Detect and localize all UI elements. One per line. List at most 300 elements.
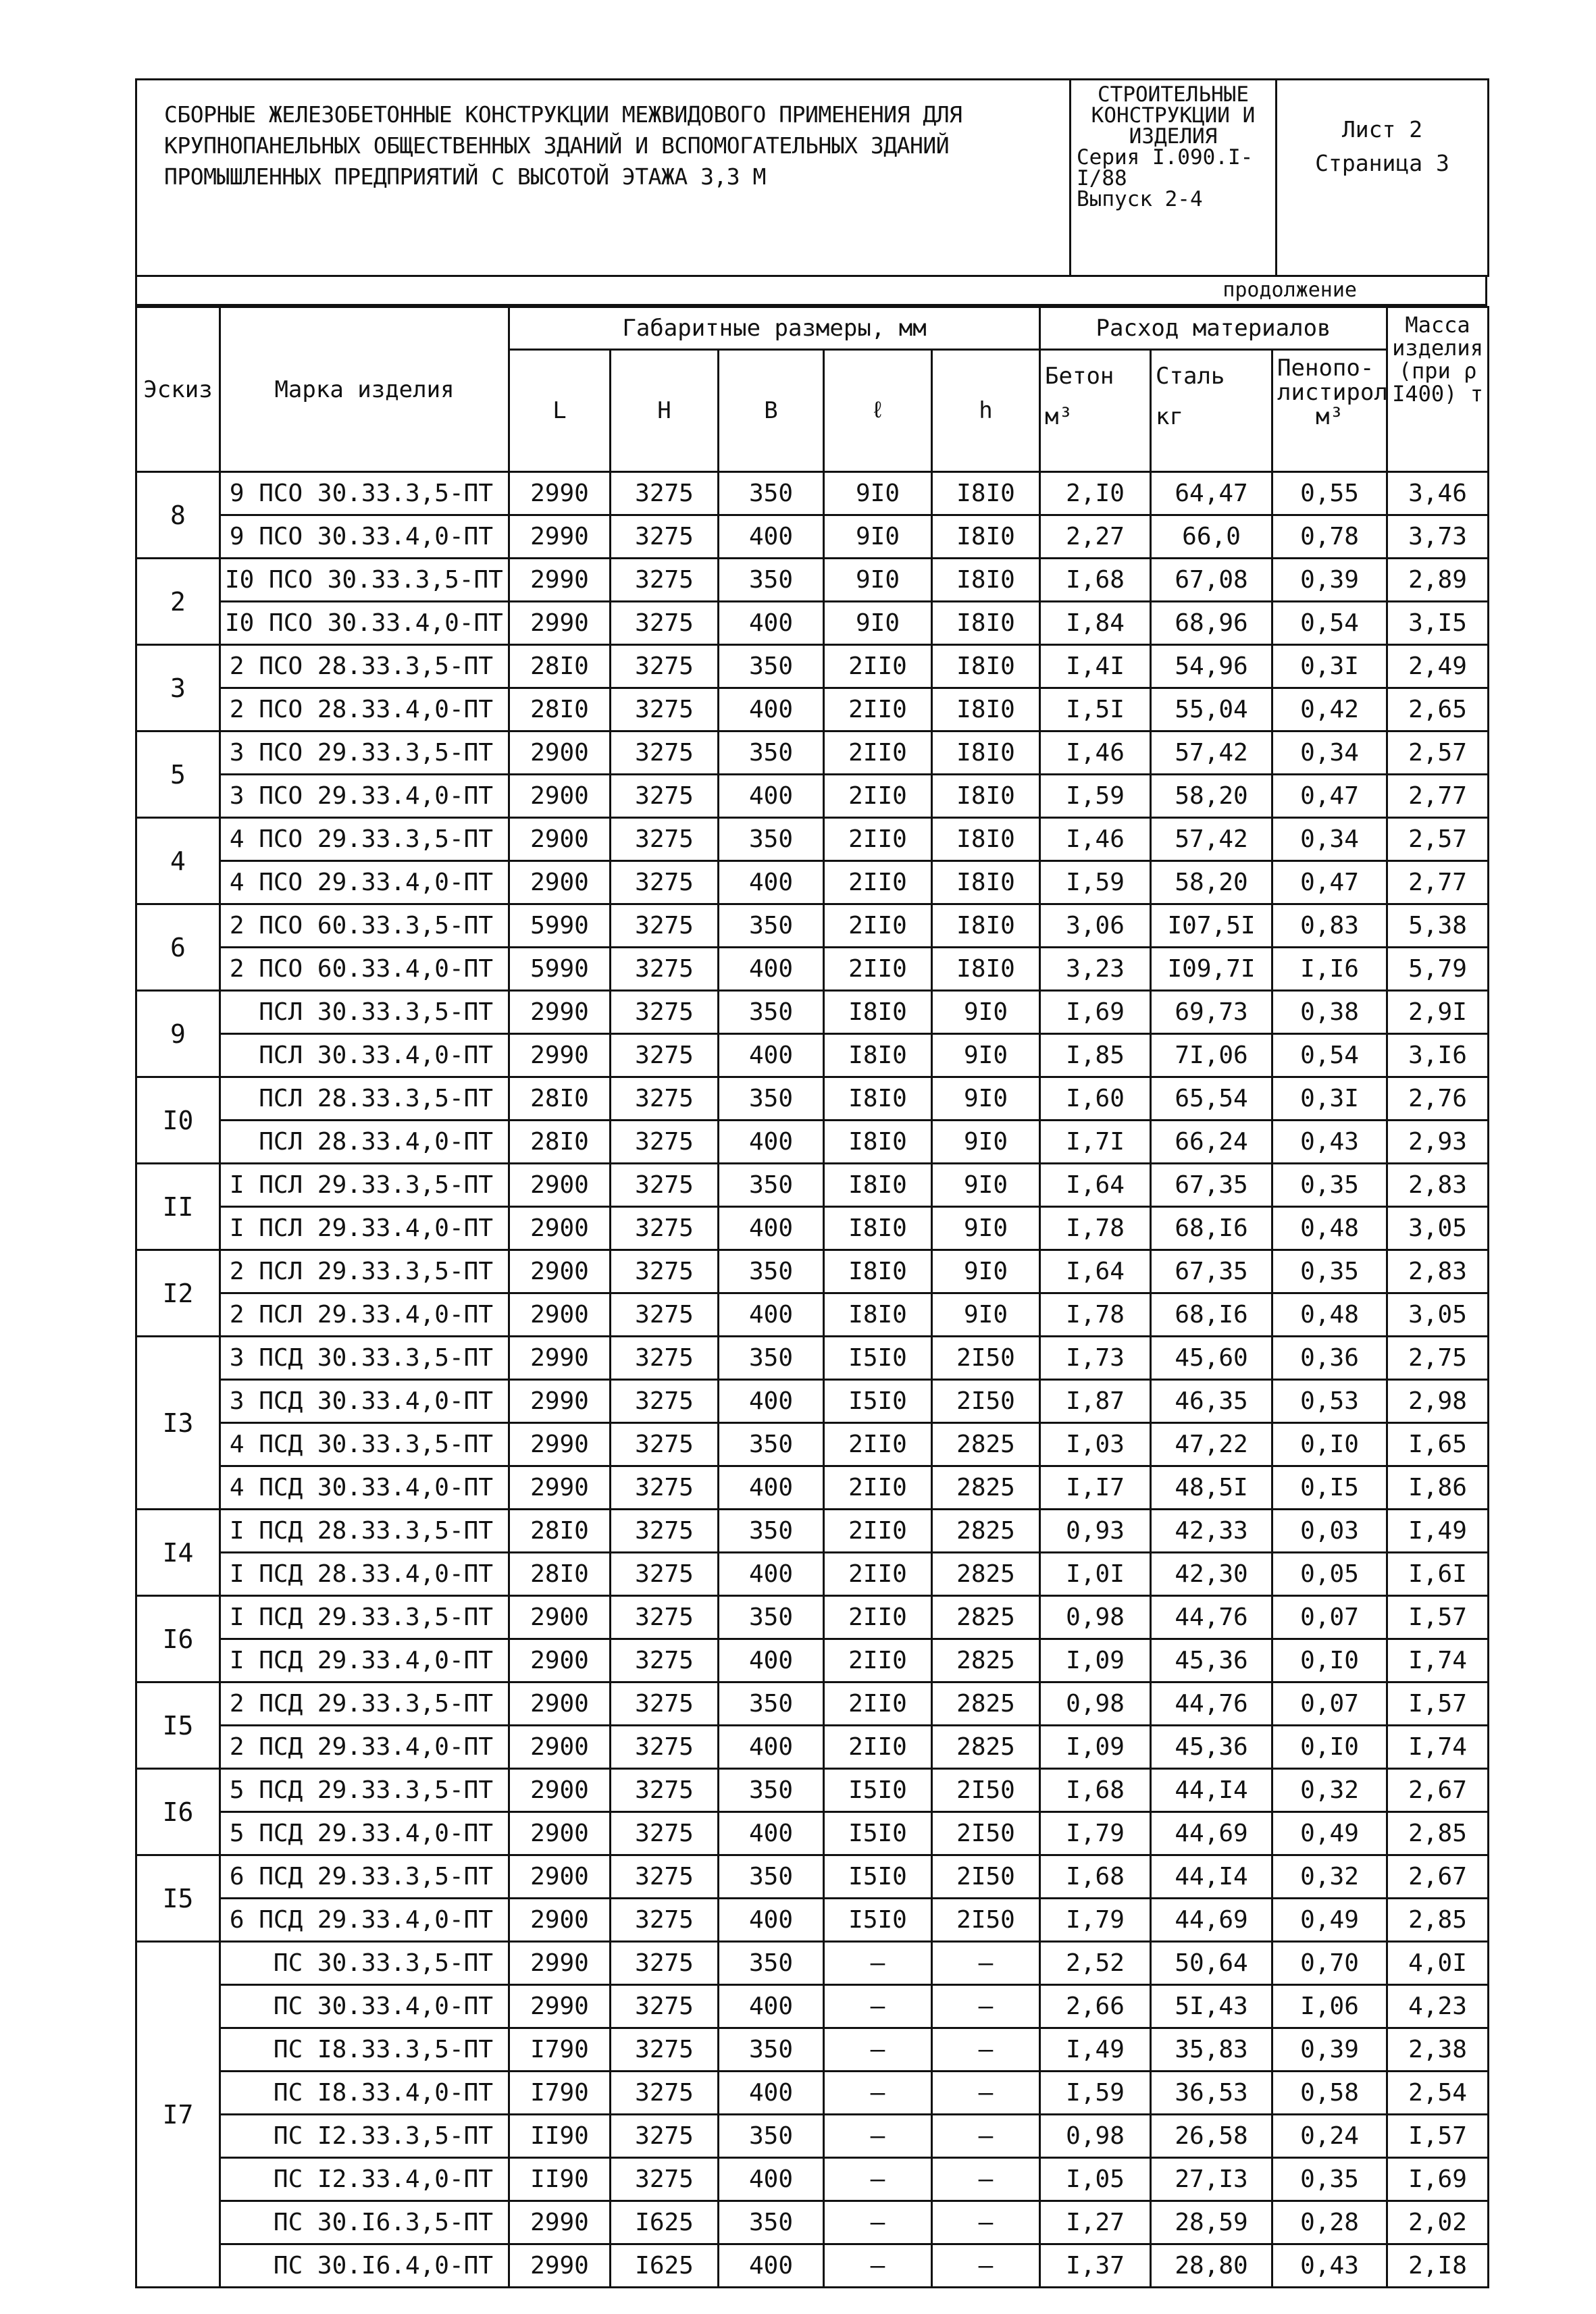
cell-mark: ПСЛ 28.33.3,5-ПТ [220,1077,509,1121]
cell-thickness-B: 350 [719,1596,824,1639]
cell-dim-l: – [824,2115,932,2158]
cell-concrete: I,79 [1040,1899,1151,1942]
page-number: Страница 3 [1315,150,1449,176]
cell-mass: 4,0I [1387,1942,1489,1985]
cell-foam: 0,49 [1272,1899,1387,1942]
sketch-number: 5 [136,731,220,818]
cell-dim-l: I5I0 [824,1855,932,1899]
cell-mark: 2 ПСД 29.33.3,5-ПТ [220,1682,509,1726]
cell-mass: 2,85 [1387,1812,1489,1855]
cell-concrete: 3,23 [1040,948,1151,991]
cell-mass: 2,67 [1387,1769,1489,1812]
cell-dim-h: I8I0 [932,559,1040,602]
cell-concrete: I,68 [1040,1769,1151,1812]
sketch-number: I7 [136,1942,220,2288]
sketch-number: I6 [136,1769,220,1855]
cell-steel: 47,22 [1151,1423,1272,1466]
cell-steel: 46,35 [1151,1380,1272,1423]
cell-mark: 9 ПСО 30.33.4,0-ПТ [220,515,509,559]
cell-dim-l: 2II0 [824,1553,932,1596]
steel-unit: кг [1156,403,1183,430]
cell-mass: 2,54 [1387,2072,1489,2115]
header-sketch: Эскиз [136,307,220,472]
cell-mass: 2,67 [1387,1855,1489,1899]
cell-length-L: 2990 [509,515,611,559]
table-row [136,1899,1489,1942]
sheet-number: Лист 2 [1341,116,1423,143]
table-row [136,948,1489,991]
cell-length-L: 2900 [509,1769,611,1812]
table-row [136,688,1489,731]
cell-steel: I07,5I [1151,904,1272,948]
cell-foam: 0,83 [1272,904,1387,948]
cell-foam: 0,35 [1272,1250,1387,1293]
cell-dim-l: I8I0 [824,991,932,1034]
cell-steel: 67,35 [1151,1164,1272,1207]
cell-mark: ПС 30.I6.3,5-ПТ [220,2201,509,2244]
cell-dim-h: 2I50 [932,1337,1040,1380]
cell-steel: 45,60 [1151,1337,1272,1380]
cell-foam: 0,32 [1272,1855,1387,1899]
cell-height-H: 3275 [611,2072,719,2115]
cell-foam: 0,54 [1272,1034,1387,1077]
cell-foam: 0,38 [1272,991,1387,1034]
cell-dim-l: 2II0 [824,1682,932,1726]
cell-height-H: 3275 [611,948,719,991]
cell-dim-l: 2II0 [824,645,932,688]
table-row [136,775,1489,818]
cell-thickness-B: 400 [719,861,824,904]
cell-steel: 69,73 [1151,991,1272,1034]
cell-thickness-B: 350 [719,2201,824,2244]
cell-mass: 3,I5 [1387,602,1489,645]
table-row [136,1985,1489,2028]
cell-mark: 2 ПСО 60.33.3,5-ПТ [220,904,509,948]
header-materials: Расход материалов [1040,307,1387,350]
title-line: КРУПНОПАНЕЛЬНЫХ ОБЩЕСТВЕННЫХ ЗДАНИЙ И ВСПОМОГАТЕЛЬНЫХ ЗДАНИЙ [164,132,950,159]
cell-height-H: 3275 [611,731,719,775]
cell-dim-h: 9I0 [932,1164,1040,1207]
table-row [136,1682,1489,1726]
cell-dim-l: I8I0 [824,1077,932,1121]
cell-foam: 0,47 [1272,861,1387,904]
cell-mass: 2,89 [1387,559,1489,602]
cell-foam: 0,43 [1272,2244,1387,2288]
cell-concrete: I,46 [1040,818,1151,861]
cell-mass: 2,57 [1387,818,1489,861]
cell-mark: I ПСЛ 29.33.4,0-ПТ [220,1207,509,1250]
cell-mark: 4 ПСД 30.33.3,5-ПТ [220,1423,509,1466]
cell-mark: 3 ПСД 30.33.4,0-ПТ [220,1380,509,1423]
cell-thickness-B: 350 [719,2115,824,2158]
cell-height-H: 3275 [611,2115,719,2158]
cell-thickness-B: 400 [719,515,824,559]
cell-steel: 58,20 [1151,775,1272,818]
cell-steel: 36,53 [1151,2072,1272,2115]
cell-mass: I,57 [1387,2115,1489,2158]
cell-dim-h: I8I0 [932,472,1040,515]
cell-steel: 55,04 [1151,688,1272,731]
cell-concrete: I,05 [1040,2158,1151,2201]
cell-concrete: 3,06 [1040,904,1151,948]
cell-concrete: I,09 [1040,1726,1151,1769]
cell-foam: 0,07 [1272,1596,1387,1639]
cell-length-L: I790 [509,2072,611,2115]
sketch-number: I5 [136,1682,220,1769]
cell-height-H: I625 [611,2201,719,2244]
cell-mass: I,74 [1387,1639,1489,1682]
cell-foam: 0,I5 [1272,1466,1387,1510]
table-row [136,904,1489,948]
cell-foam: 0,53 [1272,1380,1387,1423]
cell-mass: 3,I6 [1387,1034,1489,1077]
table-row [136,1034,1489,1077]
document-page [135,78,1487,2288]
cell-length-L: 2990 [509,559,611,602]
cell-mass: 3,46 [1387,472,1489,515]
cell-height-H: 3275 [611,645,719,688]
cell-concrete: I,03 [1040,1423,1151,1466]
header-dimensions: Габаритные размеры, мм [509,307,1040,350]
cell-thickness-B: 400 [719,775,824,818]
cell-thickness-B: 400 [719,688,824,731]
cell-mark: 4 ПСО 29.33.3,5-ПТ [220,818,509,861]
table-row [136,1121,1489,1164]
title-line: ПРОМЫШЛЕННЫХ ПРЕДПРИЯТИЙ С ВЫСОТОЙ ЭТАЖА 3,3 М [164,163,766,190]
concrete-label: Бетон [1045,363,1114,390]
cell-concrete: I,09 [1040,1639,1151,1682]
cell-length-L: 2900 [509,1726,611,1769]
cell-thickness-B: 350 [719,1682,824,1726]
cell-length-L: 28I0 [509,1553,611,1596]
table-row [136,1726,1489,1769]
cell-mass: 2,75 [1387,1337,1489,1380]
cell-mark: 2 ПСО 60.33.4,0-ПТ [220,948,509,991]
cell-length-L: 2900 [509,731,611,775]
cell-foam: 0,58 [1272,2072,1387,2115]
cell-thickness-B: 350 [719,1942,824,1985]
cell-dim-l: I5I0 [824,1380,932,1423]
cell-thickness-B: 400 [719,1034,824,1077]
cell-steel: 44,I4 [1151,1769,1272,1812]
table-row [136,1337,1489,1380]
cell-thickness-B: 400 [719,2244,824,2288]
cell-height-H: 3275 [611,1942,719,1985]
cell-length-L: 28I0 [509,1510,611,1553]
cell-steel: 48,5I [1151,1466,1272,1510]
cell-foam: 0,47 [1272,775,1387,818]
cell-height-H: 3275 [611,1553,719,1596]
cell-mass: I,86 [1387,1466,1489,1510]
cell-steel: 28,80 [1151,2244,1272,2288]
cell-dim-l: 2II0 [824,861,932,904]
cell-mass: 4,23 [1387,1985,1489,2028]
cell-dim-h: 9I0 [932,1250,1040,1293]
cell-dim-l: 2II0 [824,904,932,948]
cell-steel: 44,69 [1151,1899,1272,1942]
cell-foam: 0,35 [1272,1164,1387,1207]
header-l: ℓ [824,350,932,472]
cell-thickness-B: 400 [719,1726,824,1769]
header-foam [1272,350,1387,472]
cell-mark: I ПСД 29.33.4,0-ПТ [220,1639,509,1682]
cell-dim-h: 2I50 [932,1812,1040,1855]
cell-length-L: II90 [509,2115,611,2158]
cell-mark: 4 ПСО 29.33.4,0-ПТ [220,861,509,904]
cell-thickness-B: 400 [719,1812,824,1855]
sketch-number: 6 [136,904,220,991]
cell-dim-l: 2II0 [824,948,932,991]
sketch-number: 2 [136,559,220,645]
cell-mass: 2,65 [1387,688,1489,731]
cell-foam: 0,48 [1272,1207,1387,1250]
cell-dim-h: 2825 [932,1553,1040,1596]
cell-mass: I,74 [1387,1726,1489,1769]
cell-length-L: 2990 [509,602,611,645]
cell-concrete: I,79 [1040,1812,1151,1855]
cell-length-L: II90 [509,2158,611,2201]
table-row [136,1812,1489,1855]
cell-dim-h: I8I0 [932,861,1040,904]
cell-height-H: 3275 [611,1726,719,1769]
cell-concrete: I,49 [1040,2028,1151,2072]
cell-length-L: 2900 [509,1812,611,1855]
foam-label: Пенопо-листирол [1277,355,1388,406]
cell-length-L: 2900 [509,1250,611,1293]
cell-length-L: 28I0 [509,1077,611,1121]
cell-steel: 50,64 [1151,1942,1272,1985]
cell-steel: 68,I6 [1151,1293,1272,1337]
table-row [136,1769,1489,1812]
cell-dim-l: 2II0 [824,688,932,731]
sketch-number: 8 [136,472,220,559]
cell-height-H: 3275 [611,2158,719,2201]
table-row [136,559,1489,602]
cell-dim-l: 2II0 [824,1726,932,1769]
cell-dim-l: 9I0 [824,515,932,559]
cell-mark: ПС I2.33.3,5-ПТ [220,2115,509,2158]
cell-dim-h: 2825 [932,1596,1040,1639]
cell-foam: 0,39 [1272,559,1387,602]
cell-foam: 0,78 [1272,515,1387,559]
cell-thickness-B: 350 [719,1164,824,1207]
cell-height-H: 3275 [611,1077,719,1121]
cell-mark: ПС 30.33.4,0-ПТ [220,1985,509,2028]
cell-foam: 0,07 [1272,1682,1387,1726]
cell-thickness-B: 350 [719,472,824,515]
cell-height-H: 3275 [611,602,719,645]
table-body [136,472,1489,2288]
cell-steel: 44,I4 [1151,1855,1272,1899]
cell-dim-l: 2II0 [824,1639,932,1682]
cell-thickness-B: 350 [719,731,824,775]
cell-dim-h: 9I0 [932,1034,1040,1077]
cell-steel: 42,33 [1151,1510,1272,1553]
cell-mass: 3,05 [1387,1207,1489,1250]
table-row [136,731,1489,775]
cell-dim-h: 2825 [932,1466,1040,1510]
cell-concrete: I,4I [1040,645,1151,688]
cell-dim-h: 2825 [932,1726,1040,1769]
sketch-number: I4 [136,1510,220,1596]
issue-number: Выпуск 2-4 [1077,187,1203,211]
table-row [136,1164,1489,1207]
cell-foam: 0,I0 [1272,1423,1387,1466]
cell-dim-l: – [824,1942,932,1985]
cell-height-H: 3275 [611,1899,719,1942]
cell-thickness-B: 400 [719,1380,824,1423]
cell-thickness-B: 350 [719,818,824,861]
cell-mass: 3,73 [1387,515,1489,559]
cell-concrete: I,I7 [1040,1466,1151,1510]
cell-dim-l: 2II0 [824,818,932,861]
cell-thickness-B: 400 [719,2072,824,2115]
cell-mark: ПС I2.33.4,0-ПТ [220,2158,509,2201]
cell-steel: 35,83 [1151,2028,1272,2072]
header-h: h [932,350,1040,472]
cell-concrete: I,73 [1040,1337,1151,1380]
sketch-number: I5 [136,1855,220,1942]
table-row [136,515,1489,559]
cell-thickness-B: 350 [719,1769,824,1812]
cell-foam: 0,43 [1272,1121,1387,1164]
cell-steel: 5I,43 [1151,1985,1272,2028]
cell-length-L: 2990 [509,472,611,515]
cell-mark: 9 ПСО 30.33.3,5-ПТ [220,472,509,515]
cell-mark: ПСЛ 30.33.3,5-ПТ [220,991,509,1034]
cell-dim-h: 9I0 [932,1077,1040,1121]
cell-foam: 0,32 [1272,1769,1387,1812]
header-steel [1151,350,1272,472]
cell-steel: 28,59 [1151,2201,1272,2244]
header-B: B [719,350,824,472]
cell-mass: 2,98 [1387,1380,1489,1423]
sketch-number: I3 [136,1337,220,1510]
cell-foam: I,06 [1272,1985,1387,2028]
cell-steel: 44,69 [1151,1812,1272,1855]
cell-mark: 5 ПСД 29.33.4,0-ПТ [220,1812,509,1855]
cell-dim-l: I8I0 [824,1250,932,1293]
cell-concrete: I,68 [1040,1855,1151,1899]
cell-foam: 0,05 [1272,1553,1387,1596]
cell-dim-l: I8I0 [824,1034,932,1077]
cell-length-L: 2990 [509,1380,611,1423]
sheet-info [1277,80,1489,276]
cell-concrete: I,68 [1040,559,1151,602]
cell-dim-l: 9I0 [824,602,932,645]
cell-thickness-B: 400 [719,2158,824,2201]
cell-mass: 2,77 [1387,861,1489,904]
cell-mark: 3 ПСО 29.33.4,0-ПТ [220,775,509,818]
cell-dim-l: 2II0 [824,775,932,818]
cell-concrete: 2,27 [1040,515,1151,559]
cell-height-H: 3275 [611,1985,719,2028]
cell-thickness-B: 350 [719,645,824,688]
cell-foam: 0,39 [1272,2028,1387,2072]
table-row [136,1380,1489,1423]
cell-height-H: 3275 [611,1121,719,1164]
table-row [136,1466,1489,1510]
cell-dim-l: 2II0 [824,1596,932,1639]
cell-length-L: 2900 [509,1293,611,1337]
cell-mark: ПСЛ 28.33.4,0-ПТ [220,1121,509,1164]
cell-concrete: I,46 [1040,731,1151,775]
title-line: СБОРНЫЕ ЖЕЛЕЗОБЕТОННЫЕ КОНСТРУКЦИИ МЕЖВИДОВОГО ПРИМЕНЕНИЯ ДЛЯ [164,101,962,128]
cell-thickness-B: 350 [719,1423,824,1466]
table-row [136,2115,1489,2158]
cell-steel: 65,54 [1151,1077,1272,1121]
cell-dim-h: 9I0 [932,991,1040,1034]
cell-height-H: 3275 [611,1293,719,1337]
table-row [136,2158,1489,2201]
cell-steel: 64,47 [1151,472,1272,515]
cell-thickness-B: 400 [719,1553,824,1596]
cell-mass: 2,I8 [1387,2244,1489,2288]
cell-thickness-B: 400 [719,1293,824,1337]
cell-length-L: 2900 [509,1899,611,1942]
cell-mark: I ПСД 28.33.3,5-ПТ [220,1510,509,1553]
cell-foam: 0,3I [1272,645,1387,688]
cell-thickness-B: 350 [719,1250,824,1293]
cell-foam: 0,48 [1272,1293,1387,1337]
cell-mass: 2,02 [1387,2201,1489,2244]
cell-dim-h: – [932,1985,1040,2028]
document-title [136,80,1071,276]
table-row [136,1855,1489,1899]
table-row [136,991,1489,1034]
cell-dim-l: I5I0 [824,1337,932,1380]
cell-mass: 2,93 [1387,1121,1489,1164]
cell-length-L: 2900 [509,1855,611,1899]
cell-thickness-B: 400 [719,1121,824,1164]
cell-length-L: 2900 [509,1164,611,1207]
cell-mass: I,6I [1387,1553,1489,1596]
cell-thickness-B: 400 [719,1466,824,1510]
table-row [136,472,1489,515]
cell-mass: 2,49 [1387,645,1489,688]
cell-dim-h: – [932,2158,1040,2201]
cell-mark: I ПСД 29.33.3,5-ПТ [220,1596,509,1639]
cell-length-L: 2900 [509,775,611,818]
cell-foam: 0,I0 [1272,1639,1387,1682]
table-row [136,1293,1489,1337]
cell-foam: I,I6 [1272,948,1387,991]
cell-dim-h: – [932,2201,1040,2244]
cell-concrete: 0,93 [1040,1510,1151,1553]
cell-foam: 0,34 [1272,731,1387,775]
cell-concrete: I,64 [1040,1164,1151,1207]
cell-mass: I,57 [1387,1682,1489,1726]
cell-dim-l: – [824,2244,932,2288]
cell-mark: 3 ПСО 29.33.3,5-ПТ [220,731,509,775]
cell-mark: ПС 30.I6.4,0-ПТ [220,2244,509,2288]
sketch-number: II [136,1164,220,1250]
cell-steel: 57,42 [1151,731,1272,775]
cell-dim-h: I8I0 [932,602,1040,645]
cell-steel: 66,24 [1151,1121,1272,1164]
table-row [136,1250,1489,1293]
cell-concrete: I,0I [1040,1553,1151,1596]
cell-foam: 0,70 [1272,1942,1387,1985]
cell-mark: I0 ПСО 30.33.3,5-ПТ [220,559,509,602]
title-block [135,78,1489,277]
cell-length-L: I790 [509,2028,611,2072]
cell-dim-h: 9I0 [932,1293,1040,1337]
cell-dim-l: – [824,2201,932,2244]
cell-dim-h: – [932,2072,1040,2115]
cell-thickness-B: 350 [719,559,824,602]
cell-height-H: 3275 [611,1164,719,1207]
